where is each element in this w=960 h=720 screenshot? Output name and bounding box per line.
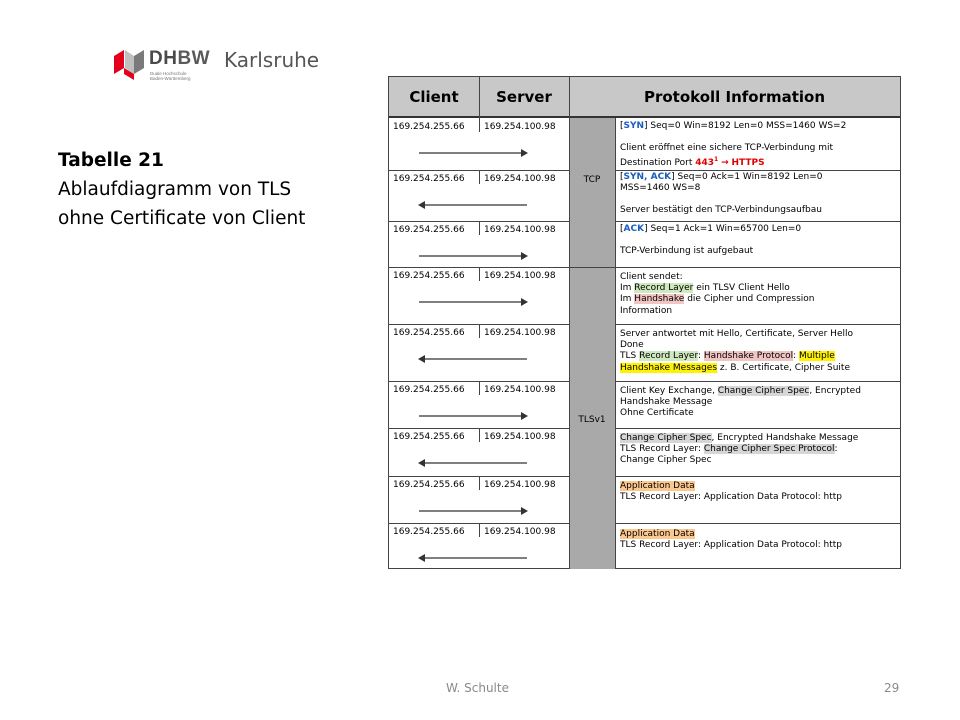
header-protocol-info: Protokoll Information	[569, 77, 900, 118]
arrow-left-icon	[417, 458, 529, 468]
info-row-5: Client Key Exchange, Change Cipher Spec, Encrypted Handshake Message Ohne Certificate	[620, 386, 861, 419]
header-client: Client	[389, 77, 479, 118]
client-ip: 169.254.255.66	[393, 480, 465, 490]
arrow-right-icon	[417, 297, 529, 307]
server-ip: 169.254.100.98	[484, 385, 556, 395]
row-separator	[615, 476, 900, 477]
info-row-1: [SYN, ACK] Seq=0 Ack=1 Win=8192 Len=0 MSS=1460 WS=8 Server bestätigt den TCP-Verbindungsaufbau	[620, 172, 823, 216]
info-row-2: [ACK] Seq=1 Ack=1 Win=65700 Len=0 TCP-Verbindung ist aufgebaut	[620, 224, 802, 257]
server-ip: 169.254.100.98	[484, 480, 556, 490]
dhbw-logo	[112, 46, 332, 88]
client-ip: 169.254.255.66	[393, 225, 465, 235]
proto-cell-tcp	[569, 118, 615, 267]
grid-line	[569, 77, 570, 569]
dhbw-logo-subtitle-1: Duale Hochschule	[150, 71, 187, 76]
info-row-6: Change Cipher Spec, Encrypted Handshake Message TLS Record Layer: Change Cipher Spec Protocol: Change Cipher Spec	[620, 433, 859, 466]
title-line-1: Tabelle 21	[58, 150, 164, 171]
dhbw-logo-mark-icon	[112, 46, 146, 82]
ip-divider	[479, 381, 480, 395]
ip-divider	[479, 428, 480, 442]
footer-author: W. Schulte	[446, 681, 509, 695]
row-separator	[615, 381, 900, 382]
client-ip: 169.254.255.66	[393, 385, 465, 395]
info-row-3: Client sendet: Im Record Layer ein TLSV Client Hello Im Handshake die Cipher und Compression Information	[620, 272, 815, 316]
info-row-0: [SYN] Seq=0 Win=8192 Len=0 MSS=1460 WS=2 Client eröffnet eine sichere TCP-Verbindung mit Destination Port $443^1$ → HTTPS	[620, 121, 847, 169]
title-line-3: ohne Certificate von Client	[58, 208, 306, 229]
row-separator	[389, 267, 900, 268]
client-ip: 169.254.255.66	[393, 122, 465, 132]
title-line-2: Ablaufdiagramm von TLS	[58, 179, 292, 200]
grid-line	[479, 77, 480, 118]
dhbw-logo-text: DHBW	[149, 48, 211, 69]
ip-divider	[479, 476, 480, 490]
proto-label-tcp: TCP	[583, 175, 601, 185]
server-ip: 169.254.100.98	[484, 432, 556, 442]
proto-label-tls: TLSv1	[578, 415, 606, 425]
client-ip: 169.254.255.66	[393, 328, 465, 338]
slide-title	[58, 146, 358, 233]
arrow-right-icon	[417, 148, 529, 158]
server-ip: 169.254.100.98	[484, 174, 556, 184]
arrow-right-icon	[417, 411, 529, 421]
server-ip: 169.254.100.98	[484, 225, 556, 235]
arrow-left-icon	[417, 553, 529, 563]
arrow-right-icon	[417, 251, 529, 261]
row-separator	[615, 428, 900, 429]
info-row-8: Application Data TLS Record Layer: Application Data Protocol: http	[620, 529, 843, 551]
header-server: Server	[479, 77, 569, 118]
client-ip: 169.254.255.66	[393, 527, 465, 537]
row-separator	[615, 523, 900, 524]
logo-city: Karlsruhe	[224, 48, 320, 72]
client-ip: 169.254.255.66	[393, 432, 465, 442]
server-ip: 169.254.100.98	[484, 527, 556, 537]
ip-divider	[479, 221, 480, 235]
tls-flow-table	[388, 76, 901, 569]
row-separator	[615, 324, 900, 325]
ip-divider	[479, 118, 480, 132]
server-ip: 169.254.100.98	[484, 271, 556, 281]
ip-divider	[479, 523, 480, 537]
arrow-left-icon	[417, 200, 529, 210]
server-ip: 169.254.100.98	[484, 122, 556, 132]
arrow-right-icon	[417, 506, 529, 516]
dhbw-logo-subtitle-2: Baden-Württemberg	[150, 76, 191, 81]
info-row-7: Application Data TLS Record Layer: Application Data Protocol: http	[620, 481, 843, 503]
client-ip: 169.254.255.66	[393, 174, 465, 184]
ip-divider	[479, 267, 480, 281]
server-ip: 169.254.100.98	[484, 328, 556, 338]
ip-divider	[479, 324, 480, 338]
ip-divider	[479, 170, 480, 184]
page-number: 29	[884, 681, 900, 695]
arrow-left-icon	[417, 354, 529, 364]
client-ip: 169.254.255.66	[393, 271, 465, 281]
info-row-4: Server antwortet mit Hello, Certificate, Server Hello Done TLS Record Layer: Handshake Protocol: Multiple Handshake Messages z. B. Certificate, Cipher Suite	[620, 329, 853, 373]
row-separator	[615, 221, 900, 222]
row-separator	[615, 170, 900, 171]
grid-line	[615, 118, 616, 569]
